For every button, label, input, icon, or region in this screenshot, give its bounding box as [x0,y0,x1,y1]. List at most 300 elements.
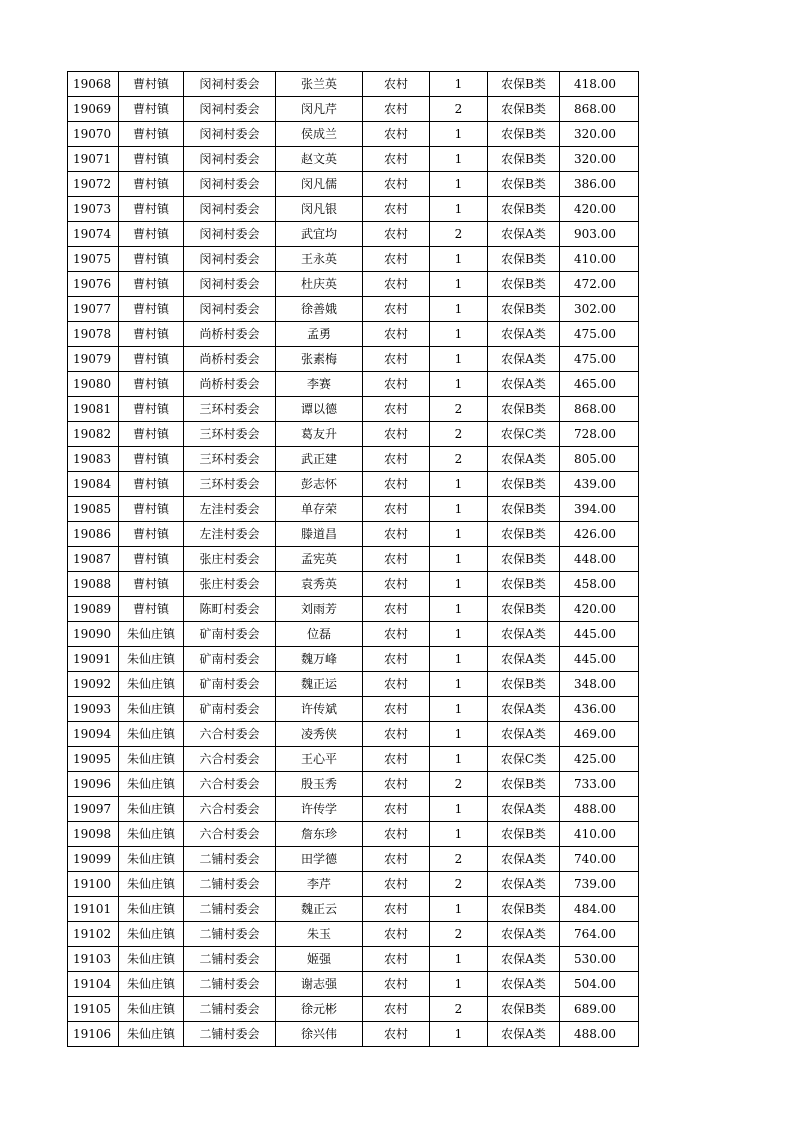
cell-person-name: 侯成兰 [276,122,363,147]
cell-village-committee: 陈町村委会 [184,597,276,622]
table-row [68,472,639,497]
cell-record-id: 19104 [68,972,119,997]
cell-area-type: 农村 [363,672,430,697]
cell-record-id: 19086 [68,522,119,547]
cell-record-id: 19068 [68,72,119,97]
cell-record-id: 19081 [68,397,119,422]
cell-household-count: 1 [430,947,488,972]
cell-area-type: 农村 [363,847,430,872]
cell-person-name: 王永英 [276,247,363,272]
table-row [68,172,639,197]
cell-amount: 302.00 [560,297,639,322]
cell-insurance-category: 农保B类 [488,147,560,172]
cell-person-name: 滕道昌 [276,522,363,547]
cell-amount: 469.00 [560,722,639,747]
cell-person-name: 朱玉 [276,922,363,947]
cell-record-id: 19103 [68,947,119,972]
table-row [68,647,639,672]
cell-amount: 728.00 [560,422,639,447]
cell-record-id: 19105 [68,997,119,1022]
cell-household-count: 2 [430,922,488,947]
cell-household-count: 2 [430,397,488,422]
cell-record-id: 19069 [68,97,119,122]
cell-village-committee: 二铺村委会 [184,922,276,947]
table-row [68,1022,639,1047]
cell-amount: 484.00 [560,897,639,922]
cell-household-count: 1 [430,897,488,922]
table-row [68,222,639,247]
cell-household-count: 1 [430,622,488,647]
cell-household-count: 1 [430,72,488,97]
cell-household-count: 1 [430,247,488,272]
cell-person-name: 李芹 [276,872,363,897]
table-row [68,847,639,872]
cell-village-committee: 二铺村委会 [184,972,276,997]
cell-person-name: 谢志强 [276,972,363,997]
cell-village-committee: 闵祠村委会 [184,97,276,122]
cell-village-committee: 矿南村委会 [184,697,276,722]
cell-person-name: 张素梅 [276,347,363,372]
cell-town: 曹村镇 [119,222,184,247]
cell-area-type: 农村 [363,1022,430,1047]
cell-village-committee: 尚桥村委会 [184,372,276,397]
cell-person-name: 葛友升 [276,422,363,447]
cell-household-count: 1 [430,697,488,722]
cell-village-committee: 六合村委会 [184,722,276,747]
cell-record-id: 19089 [68,597,119,622]
cell-record-id: 19096 [68,772,119,797]
cell-village-committee: 矿南村委会 [184,647,276,672]
cell-town: 朱仙庄镇 [119,997,184,1022]
table-row [68,297,639,322]
cell-town: 朱仙庄镇 [119,847,184,872]
cell-household-count: 1 [430,1022,488,1047]
cell-amount: 425.00 [560,747,639,772]
cell-town: 曹村镇 [119,272,184,297]
cell-area-type: 农村 [363,872,430,897]
cell-amount: 420.00 [560,197,639,222]
cell-town: 朱仙庄镇 [119,647,184,672]
cell-record-id: 19087 [68,547,119,572]
cell-household-count: 1 [430,497,488,522]
cell-town: 朱仙庄镇 [119,672,184,697]
cell-person-name: 徐元彬 [276,997,363,1022]
cell-area-type: 农村 [363,697,430,722]
cell-amount: 320.00 [560,147,639,172]
table-row [68,397,639,422]
cell-village-committee: 张庄村委会 [184,547,276,572]
cell-area-type: 农村 [363,947,430,972]
table-row [68,422,639,447]
cell-household-count: 1 [430,672,488,697]
cell-person-name: 田学德 [276,847,363,872]
cell-amount: 448.00 [560,547,639,572]
cell-village-committee: 六合村委会 [184,747,276,772]
table-row [68,922,639,947]
cell-insurance-category: 农保A类 [488,322,560,347]
cell-record-id: 19091 [68,647,119,672]
cell-household-count: 1 [430,647,488,672]
cell-record-id: 19078 [68,322,119,347]
cell-area-type: 农村 [363,447,430,472]
cell-record-id: 19085 [68,497,119,522]
cell-household-count: 1 [430,547,488,572]
cell-amount: 445.00 [560,622,639,647]
cell-area-type: 农村 [363,122,430,147]
cell-record-id: 19071 [68,147,119,172]
cell-area-type: 农村 [363,472,430,497]
cell-person-name: 魏正云 [276,897,363,922]
table-row [68,322,639,347]
cell-town: 朱仙庄镇 [119,947,184,972]
cell-village-committee: 六合村委会 [184,822,276,847]
cell-insurance-category: 农保C类 [488,422,560,447]
cell-insurance-category: 农保A类 [488,647,560,672]
cell-household-count: 2 [430,997,488,1022]
cell-household-count: 1 [430,347,488,372]
cell-town: 朱仙庄镇 [119,797,184,822]
cell-town: 曹村镇 [119,247,184,272]
cell-area-type: 农村 [363,222,430,247]
table-row [68,347,639,372]
cell-area-type: 农村 [363,322,430,347]
table-row [68,247,639,272]
cell-insurance-category: 农保A类 [488,347,560,372]
cell-village-committee: 二铺村委会 [184,872,276,897]
cell-insurance-category: 农保B类 [488,297,560,322]
cell-village-committee: 左洼村委会 [184,522,276,547]
cell-amount: 320.00 [560,122,639,147]
cell-household-count: 2 [430,772,488,797]
table-row [68,672,639,697]
cell-record-id: 19074 [68,222,119,247]
cell-village-committee: 三环村委会 [184,422,276,447]
cell-insurance-category: 农保B类 [488,547,560,572]
cell-person-name: 凌秀侠 [276,722,363,747]
cell-amount: 348.00 [560,672,639,697]
cell-record-id: 19076 [68,272,119,297]
cell-record-id: 19079 [68,347,119,372]
cell-village-committee: 闵祠村委会 [184,72,276,97]
cell-area-type: 农村 [363,572,430,597]
cell-household-count: 1 [430,172,488,197]
table-row [68,372,639,397]
cell-amount: 903.00 [560,222,639,247]
cell-amount: 868.00 [560,97,639,122]
cell-insurance-category: 农保B类 [488,822,560,847]
cell-village-committee: 三环村委会 [184,447,276,472]
cell-record-id: 19077 [68,297,119,322]
cell-insurance-category: 农保B类 [488,497,560,522]
cell-person-name: 闵凡儒 [276,172,363,197]
cell-household-count: 2 [430,422,488,447]
cell-insurance-category: 农保B类 [488,97,560,122]
cell-town: 朱仙庄镇 [119,822,184,847]
cell-person-name: 殷玉秀 [276,772,363,797]
cell-household-count: 1 [430,472,488,497]
cell-town: 曹村镇 [119,97,184,122]
table-row [68,797,639,822]
cell-area-type: 农村 [363,722,430,747]
cell-town: 曹村镇 [119,347,184,372]
cell-town: 朱仙庄镇 [119,697,184,722]
cell-area-type: 农村 [363,522,430,547]
cell-household-count: 2 [430,222,488,247]
table-row [68,572,639,597]
cell-household-count: 1 [430,372,488,397]
cell-amount: 805.00 [560,447,639,472]
cell-amount: 475.00 [560,322,639,347]
cell-record-id: 19098 [68,822,119,847]
cell-person-name: 刘雨芳 [276,597,363,622]
table-row [68,147,639,172]
cell-insurance-category: 农保A类 [488,447,560,472]
cell-village-committee: 张庄村委会 [184,572,276,597]
cell-village-committee: 二铺村委会 [184,897,276,922]
cell-area-type: 农村 [363,897,430,922]
cell-town: 曹村镇 [119,147,184,172]
table-row [68,972,639,997]
table-row [68,547,639,572]
cell-insurance-category: 农保B类 [488,172,560,197]
table-row [68,822,639,847]
cell-town: 曹村镇 [119,422,184,447]
cell-person-name: 闵凡银 [276,197,363,222]
cell-town: 曹村镇 [119,522,184,547]
cell-area-type: 农村 [363,397,430,422]
cell-village-committee: 矿南村委会 [184,672,276,697]
cell-household-count: 1 [430,597,488,622]
cell-village-committee: 二铺村委会 [184,947,276,972]
cell-insurance-category: 农保B类 [488,197,560,222]
cell-town: 曹村镇 [119,572,184,597]
cell-record-id: 19100 [68,872,119,897]
cell-insurance-category: 农保A类 [488,947,560,972]
cell-person-name: 张兰英 [276,72,363,97]
cell-town: 曹村镇 [119,197,184,222]
table-row [68,747,639,772]
cell-town: 朱仙庄镇 [119,872,184,897]
cell-town: 朱仙庄镇 [119,972,184,997]
cell-village-committee: 尚桥村委会 [184,347,276,372]
cell-village-committee: 闵祠村委会 [184,297,276,322]
cell-record-id: 19072 [68,172,119,197]
cell-amount: 740.00 [560,847,639,872]
cell-town: 曹村镇 [119,372,184,397]
cell-area-type: 农村 [363,497,430,522]
cell-insurance-category: 农保A类 [488,722,560,747]
cell-town: 朱仙庄镇 [119,722,184,747]
cell-household-count: 1 [430,272,488,297]
cell-village-committee: 闵祠村委会 [184,272,276,297]
cell-village-committee: 尚桥村委会 [184,322,276,347]
cell-area-type: 农村 [363,647,430,672]
cell-insurance-category: 农保B类 [488,572,560,597]
cell-town: 曹村镇 [119,72,184,97]
cell-person-name: 徐兴伟 [276,1022,363,1047]
table-row [68,622,639,647]
cell-insurance-category: 农保B类 [488,472,560,497]
table-row [68,872,639,897]
table-row [68,947,639,972]
cell-area-type: 农村 [363,172,430,197]
cell-person-name: 杜庆英 [276,272,363,297]
cell-amount: 472.00 [560,272,639,297]
cell-town: 曹村镇 [119,122,184,147]
cell-amount: 394.00 [560,497,639,522]
cell-record-id: 19097 [68,797,119,822]
table-row [68,197,639,222]
cell-town: 曹村镇 [119,597,184,622]
cell-record-id: 19093 [68,697,119,722]
cell-person-name: 彭志怀 [276,472,363,497]
table-row [68,497,639,522]
cell-person-name: 许传斌 [276,697,363,722]
cell-amount: 426.00 [560,522,639,547]
cell-amount: 488.00 [560,1022,639,1047]
cell-town: 朱仙庄镇 [119,897,184,922]
cell-town: 曹村镇 [119,547,184,572]
cell-household-count: 1 [430,972,488,997]
cell-town: 曹村镇 [119,397,184,422]
cell-insurance-category: 农保B类 [488,247,560,272]
cell-area-type: 农村 [363,197,430,222]
cell-village-committee: 矿南村委会 [184,622,276,647]
cell-amount: 868.00 [560,397,639,422]
table-row [68,772,639,797]
cell-insurance-category: 农保B类 [488,597,560,622]
cell-insurance-category: 农保B类 [488,672,560,697]
cell-town: 曹村镇 [119,322,184,347]
cell-village-committee: 闵祠村委会 [184,197,276,222]
cell-record-id: 19090 [68,622,119,647]
cell-town: 朱仙庄镇 [119,747,184,772]
cell-insurance-category: 农保B类 [488,522,560,547]
cell-record-id: 19070 [68,122,119,147]
cell-household-count: 1 [430,747,488,772]
cell-insurance-category: 农保A类 [488,1022,560,1047]
cell-record-id: 19075 [68,247,119,272]
cell-insurance-category: 农保A类 [488,872,560,897]
cell-person-name: 王心平 [276,747,363,772]
cell-town: 曹村镇 [119,297,184,322]
cell-amount: 488.00 [560,797,639,822]
table-row [68,722,639,747]
record-table [67,71,639,1047]
cell-person-name: 李赛 [276,372,363,397]
cell-town: 朱仙庄镇 [119,622,184,647]
table-row [68,97,639,122]
cell-household-count: 2 [430,872,488,897]
cell-insurance-category: 农保C类 [488,747,560,772]
cell-area-type: 农村 [363,547,430,572]
cell-person-name: 詹东珍 [276,822,363,847]
cell-household-count: 1 [430,722,488,747]
cell-area-type: 农村 [363,372,430,397]
cell-insurance-category: 农保A类 [488,797,560,822]
cell-insurance-category: 农保B类 [488,397,560,422]
cell-amount: 689.00 [560,997,639,1022]
cell-record-id: 19073 [68,197,119,222]
cell-insurance-category: 农保B类 [488,122,560,147]
cell-person-name: 赵文英 [276,147,363,172]
cell-amount: 436.00 [560,697,639,722]
cell-household-count: 1 [430,147,488,172]
cell-insurance-category: 农保B类 [488,272,560,297]
cell-area-type: 农村 [363,147,430,172]
cell-town: 曹村镇 [119,447,184,472]
table-row [68,72,639,97]
cell-person-name: 孟勇 [276,322,363,347]
cell-person-name: 武正建 [276,447,363,472]
cell-area-type: 农村 [363,597,430,622]
table-row [68,897,639,922]
cell-household-count: 2 [430,97,488,122]
cell-village-committee: 闵祠村委会 [184,147,276,172]
cell-village-committee: 闵祠村委会 [184,172,276,197]
cell-person-name: 单存荣 [276,497,363,522]
cell-insurance-category: 农保A类 [488,922,560,947]
cell-amount: 530.00 [560,947,639,972]
cell-area-type: 农村 [363,747,430,772]
cell-village-committee: 六合村委会 [184,797,276,822]
cell-amount: 420.00 [560,597,639,622]
cell-person-name: 徐善娥 [276,297,363,322]
cell-amount: 739.00 [560,872,639,897]
cell-record-id: 19094 [68,722,119,747]
cell-insurance-category: 农保A类 [488,222,560,247]
cell-insurance-category: 农保B类 [488,997,560,1022]
cell-town: 朱仙庄镇 [119,922,184,947]
cell-area-type: 农村 [363,422,430,447]
table-row [68,597,639,622]
table-row [68,272,639,297]
cell-amount: 733.00 [560,772,639,797]
cell-village-committee: 闵祠村委会 [184,222,276,247]
cell-amount: 439.00 [560,472,639,497]
cell-village-committee: 三环村委会 [184,397,276,422]
cell-village-committee: 闵祠村委会 [184,122,276,147]
cell-record-id: 19088 [68,572,119,597]
cell-village-committee: 二铺村委会 [184,997,276,1022]
cell-village-committee: 三环村委会 [184,472,276,497]
cell-area-type: 农村 [363,922,430,947]
cell-amount: 465.00 [560,372,639,397]
cell-town: 曹村镇 [119,497,184,522]
cell-household-count: 1 [430,797,488,822]
cell-household-count: 1 [430,122,488,147]
cell-household-count: 1 [430,572,488,597]
cell-record-id: 19083 [68,447,119,472]
cell-insurance-category: 农保A类 [488,847,560,872]
cell-insurance-category: 农保A类 [488,622,560,647]
cell-village-committee: 二铺村委会 [184,1022,276,1047]
cell-household-count: 1 [430,297,488,322]
cell-insurance-category: 农保A类 [488,972,560,997]
cell-amount: 386.00 [560,172,639,197]
cell-insurance-category: 农保B类 [488,897,560,922]
table-row [68,447,639,472]
cell-village-committee: 六合村委会 [184,772,276,797]
cell-record-id: 19102 [68,922,119,947]
cell-household-count: 1 [430,322,488,347]
cell-record-id: 19106 [68,1022,119,1047]
cell-record-id: 19080 [68,372,119,397]
cell-person-name: 姬强 [276,947,363,972]
cell-person-name: 武宜均 [276,222,363,247]
cell-amount: 445.00 [560,647,639,672]
cell-amount: 764.00 [560,922,639,947]
